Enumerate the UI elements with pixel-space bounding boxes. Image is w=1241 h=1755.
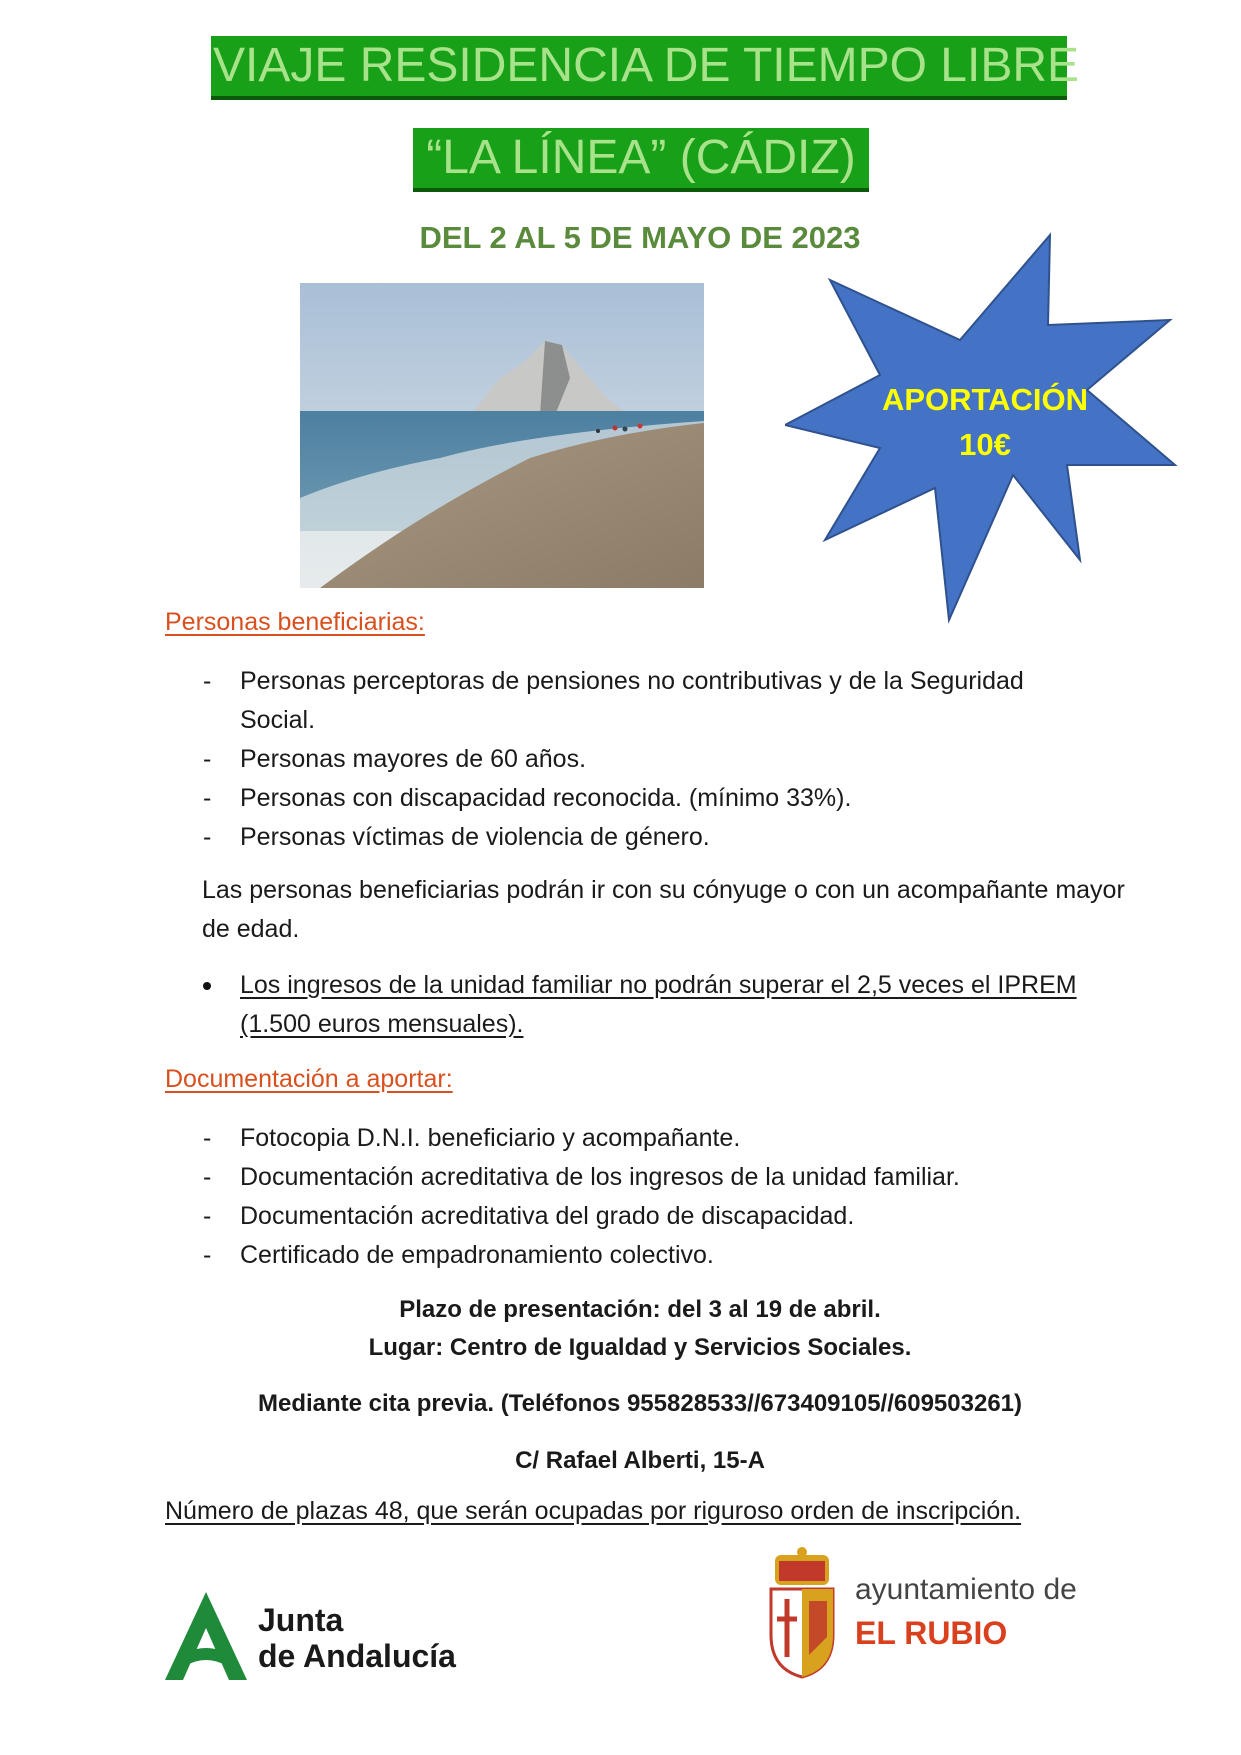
list-item: - Certificado de empadronamiento colectivo. xyxy=(195,1236,1095,1275)
list-item: - Documentación acreditativa del grado de discapacidad. xyxy=(195,1197,1095,1236)
companion-note: Las personas beneficiarias podrán ir con su cónyuge o con un acompañante mayor de edad. xyxy=(202,876,1125,943)
address-text: C/ Rafael Alberti, 15-A xyxy=(515,1447,765,1474)
coat-of-arms-icon xyxy=(765,1545,839,1683)
title-line-1: VIAJE RESIDENCIA DE TIEMPO LIBRE xyxy=(211,36,1067,100)
el-rubio-label: EL RUBIO xyxy=(855,1615,1008,1651)
list-item: - Personas mayores de 60 años. xyxy=(195,740,1095,779)
junta-name-line2: de Andalucía xyxy=(258,1638,456,1674)
junta-emblem-icon xyxy=(165,1592,247,1680)
place-text: Lugar: Centro de Igualdad y Servicios Sociales. xyxy=(368,1334,912,1361)
price-badge xyxy=(785,230,1185,630)
junta-andalucia-logo xyxy=(165,1590,455,1685)
income-note-list xyxy=(195,966,1095,1044)
list-item: - Personas víctimas de violencia de género. xyxy=(195,818,1095,857)
junta-name-line1: Junta xyxy=(258,1602,344,1638)
price-badge-amount: 10€ xyxy=(959,427,1011,462)
beach-photo-illustration xyxy=(300,283,704,588)
beach-photo xyxy=(300,283,704,588)
ayuntamiento-el-rubio-logo xyxy=(765,1545,1095,1685)
title-line-2: “LA LÍNEA” (CÁDIZ) xyxy=(413,128,869,192)
documentation-heading: Documentación a aportar: xyxy=(165,1065,453,1093)
trip-dates: DEL 2 AL 5 DE MAYO DE 2023 xyxy=(419,220,861,255)
ayuntamiento-label: ayuntamiento de xyxy=(855,1573,1077,1606)
list-item: - Personas perceptoras de pensiones no contributivas y de la Seguridad Social. xyxy=(195,662,1095,740)
list-item: - Fotocopia D.N.I. beneficiario y acompañante. xyxy=(195,1119,1095,1158)
beneficiaries-heading: Personas beneficiarias: xyxy=(165,608,425,636)
beneficiaries-list xyxy=(195,662,1095,857)
list-item xyxy=(195,966,1095,1044)
deadline-text: Plazo de presentación: del 3 al 19 de abril. xyxy=(399,1296,881,1323)
appointment-text: Mediante cita previa. (Teléfonos 955828533//673409105//609503261) xyxy=(257,1390,1023,1417)
list-item: - Documentación acreditativa de los ingresos de la unidad familiar. xyxy=(195,1158,1095,1197)
places-note: Número de plazas 48, que serán ocupadas por riguroso orden de inscripción. xyxy=(165,1497,1022,1525)
documentation-list xyxy=(195,1119,1095,1275)
income-note: Los ingresos de la unidad familiar no podrán superar el 2,5 veces el IPREM (1.500 euros mensuales). xyxy=(240,971,1077,1038)
list-item: - Personas con discapacidad reconocida. (mínimo 33%). xyxy=(195,779,1095,818)
price-badge-label: APORTACIÓN xyxy=(881,382,1089,417)
